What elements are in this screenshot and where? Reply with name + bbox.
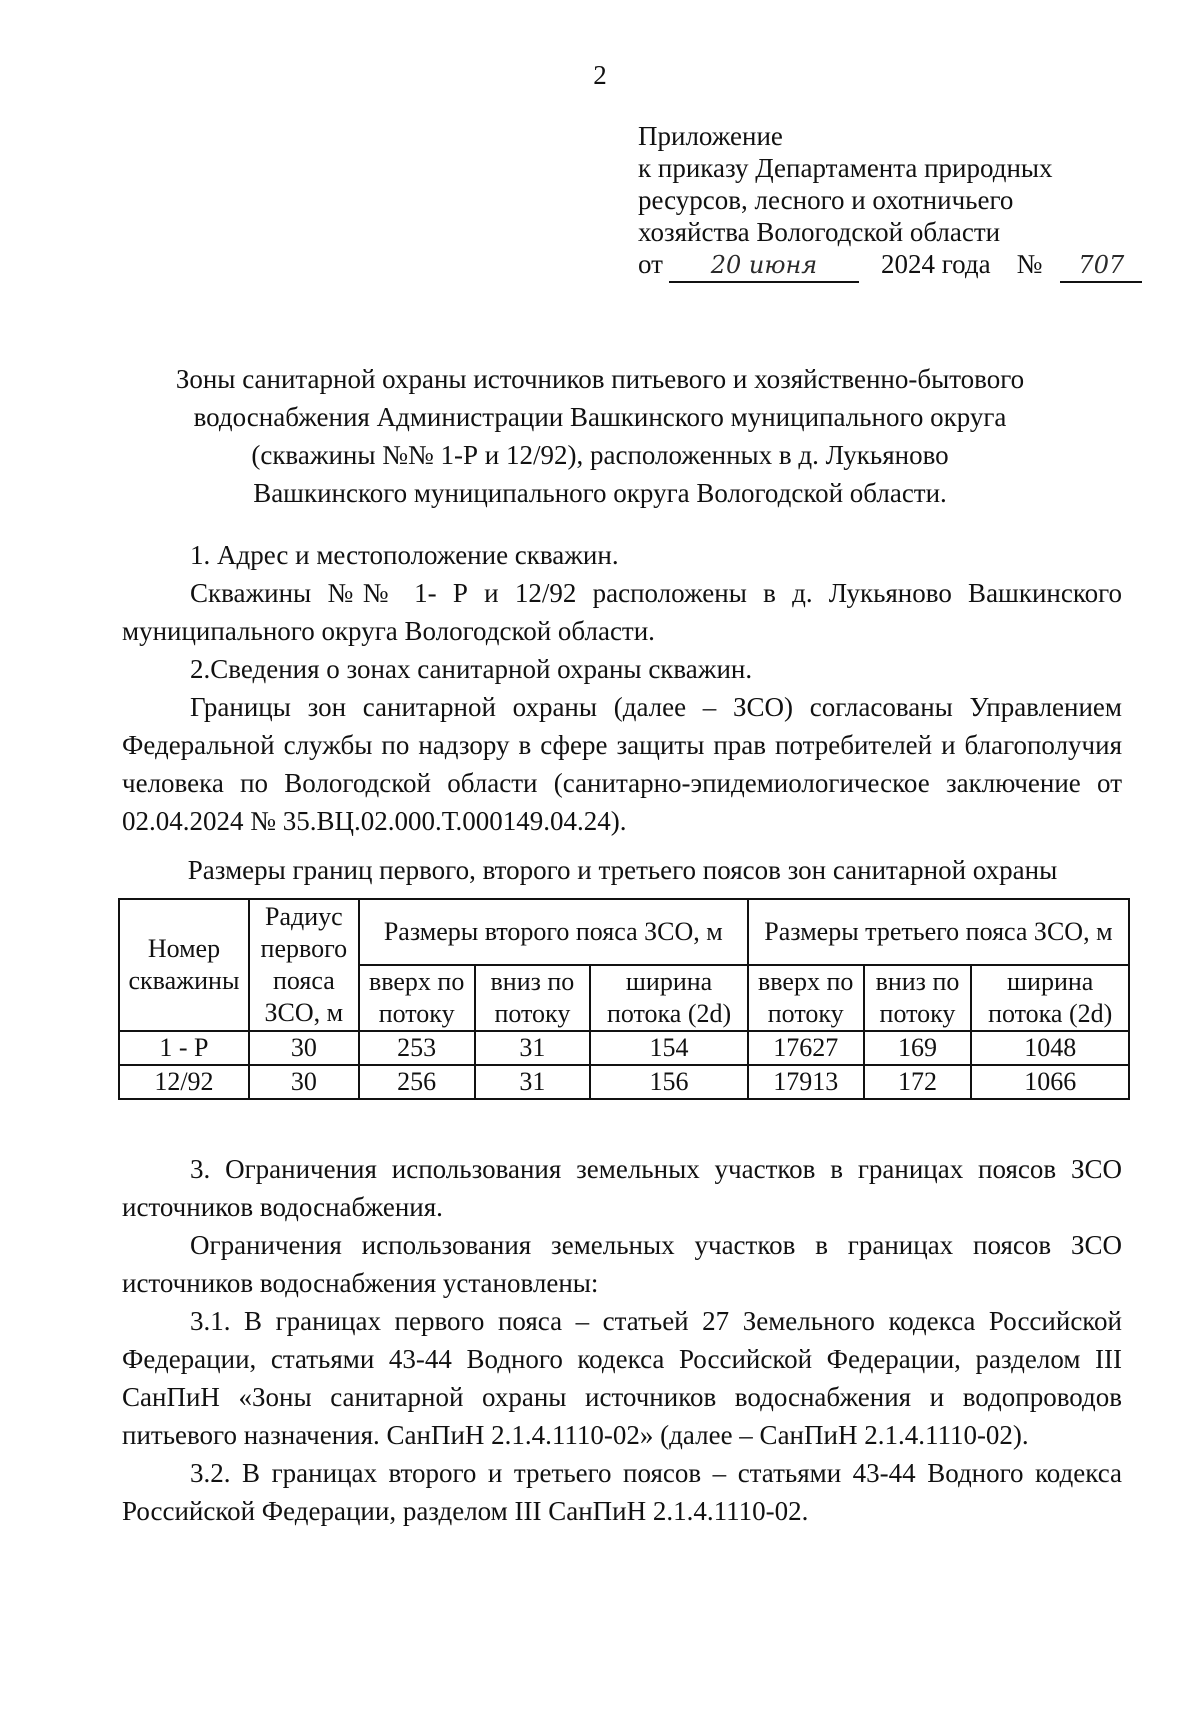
- table-row: [119, 1031, 1129, 1065]
- section-3-item-1: 3.1. В границах первого пояса – статьей 27 Земельного кодекса Российской Федерации, статьями 43-44 Водного кодекса Российской Федерации, разделом III СанПиН «Зоны санитарной охраны источников водоснабжения и водопроводов питьевого назначения. СанПиН 2.1.4.1110-02» (далее – СанПиН 2.1.4.1110-02).: [122, 1306, 1122, 1450]
- table-cell: 30: [249, 1031, 359, 1065]
- header-third-up: вверх по потоку: [748, 965, 864, 1031]
- year-text: 2024 года: [880, 249, 991, 279]
- handwritten-number: 707: [1060, 249, 1142, 283]
- table-cell: 253: [359, 1031, 475, 1065]
- header-third-zone: Размеры третьего пояса ЗСО, м: [748, 899, 1129, 965]
- section-2-text: Границы зон санитарной охраны (далее – ЗСО) согласованы Управлением Федеральной службы по надзору в сфере защиты прав потребителей и благополучия человека по Вологодской области (санитарно-эпидемиологическое заключение от 02.04.2024 № 35.ВЦ.02.000.Т.000149.04.24).: [122, 692, 1122, 836]
- zso-table: [118, 898, 1130, 1100]
- header-second-width: ширина потока (2d): [590, 965, 748, 1031]
- body-section-3: [122, 1150, 1122, 1530]
- title-line-2: водоснабжения Администрации Вашкинского муниципального округа: [193, 402, 1007, 432]
- table-cell: 154: [590, 1031, 748, 1065]
- page-number: 2: [593, 60, 607, 90]
- number-sign: №: [1016, 249, 1043, 279]
- table-cell: 1 - Р: [119, 1031, 249, 1065]
- header-radius-first: Радиус первого пояса ЗСО, м: [249, 899, 359, 1031]
- section-1-text: Скважины №№ 1- Р и 12/92 расположены в д. Лукьяново Вашкинского муниципального округа Вологодской области.: [122, 578, 1122, 646]
- header-second-up: вверх по потоку: [359, 965, 475, 1031]
- header-well-number: Номер скважины: [119, 899, 249, 1031]
- section-1-heading: 1. Адрес и местоположение скважин.: [190, 540, 619, 570]
- header-second-down: вниз по потоку: [475, 965, 591, 1031]
- table-cell: 31: [475, 1065, 591, 1099]
- table-cell: 1048: [971, 1031, 1129, 1065]
- table-cell: 17627: [748, 1031, 864, 1065]
- header-third-down: вниз по потоку: [864, 965, 972, 1031]
- header-second-zone: Размеры второго пояса ЗСО, м: [359, 899, 748, 965]
- section-3-heading: 3. Ограничения использования земельных участков в границах поясов ЗСО источников водоснабжения.: [122, 1154, 1122, 1222]
- table-cell: 256: [359, 1065, 475, 1099]
- appendix-title: Приложение: [638, 121, 783, 151]
- appendix-line-2: к приказу Департамента природных: [638, 153, 1053, 183]
- section-3-intro: Ограничения использования земельных участков в границах поясов ЗСО источников водоснабжения установлены:: [122, 1230, 1122, 1298]
- table-cell: 156: [590, 1065, 748, 1099]
- header-third-width: ширина потока (2d): [971, 965, 1129, 1031]
- title-line-4: Вашкинского муниципального округа Вологодской области.: [253, 478, 947, 508]
- table-cell: 12/92: [119, 1065, 249, 1099]
- appendix-date-line: [638, 248, 1142, 283]
- table-cell: 169: [864, 1031, 972, 1065]
- table-caption: Размеры границ первого, второго и третьего поясов зон санитарной охраны: [187, 855, 1058, 885]
- section-2-heading: 2.Сведения о зонах санитарной охраны скважин.: [190, 654, 753, 684]
- document-title: [100, 360, 1100, 512]
- section-3-item-2: 3.2. В границах второго и третьего поясов – статьями 43-44 Водного кодекса Российской Федерации, разделом III СанПиН 2.1.4.1110-02.: [122, 1458, 1122, 1526]
- date-prefix: от: [638, 249, 663, 279]
- appendix-line-3: ресурсов, лесного и охотничьего: [638, 185, 1014, 215]
- table-cell: 1066: [971, 1065, 1129, 1099]
- table-cell: 30: [249, 1065, 359, 1099]
- table-row: [119, 1065, 1129, 1099]
- appendix-block: [638, 120, 1142, 283]
- title-line-1: Зоны санитарной охраны источников питьевого и хозяйственно-бытового: [175, 364, 1025, 394]
- handwritten-date: 20 июня: [669, 249, 859, 283]
- table-cell: 172: [864, 1065, 972, 1099]
- title-line-3: (скважины №№ 1-Р и 12/92), расположенных в д. Лукьяново: [251, 440, 949, 470]
- table-cell: 31: [475, 1031, 591, 1065]
- body-sections-1-2: [122, 536, 1122, 840]
- appendix-line-4: хозяйства Вологодской области: [638, 217, 1001, 247]
- table-cell: 17913: [748, 1065, 864, 1099]
